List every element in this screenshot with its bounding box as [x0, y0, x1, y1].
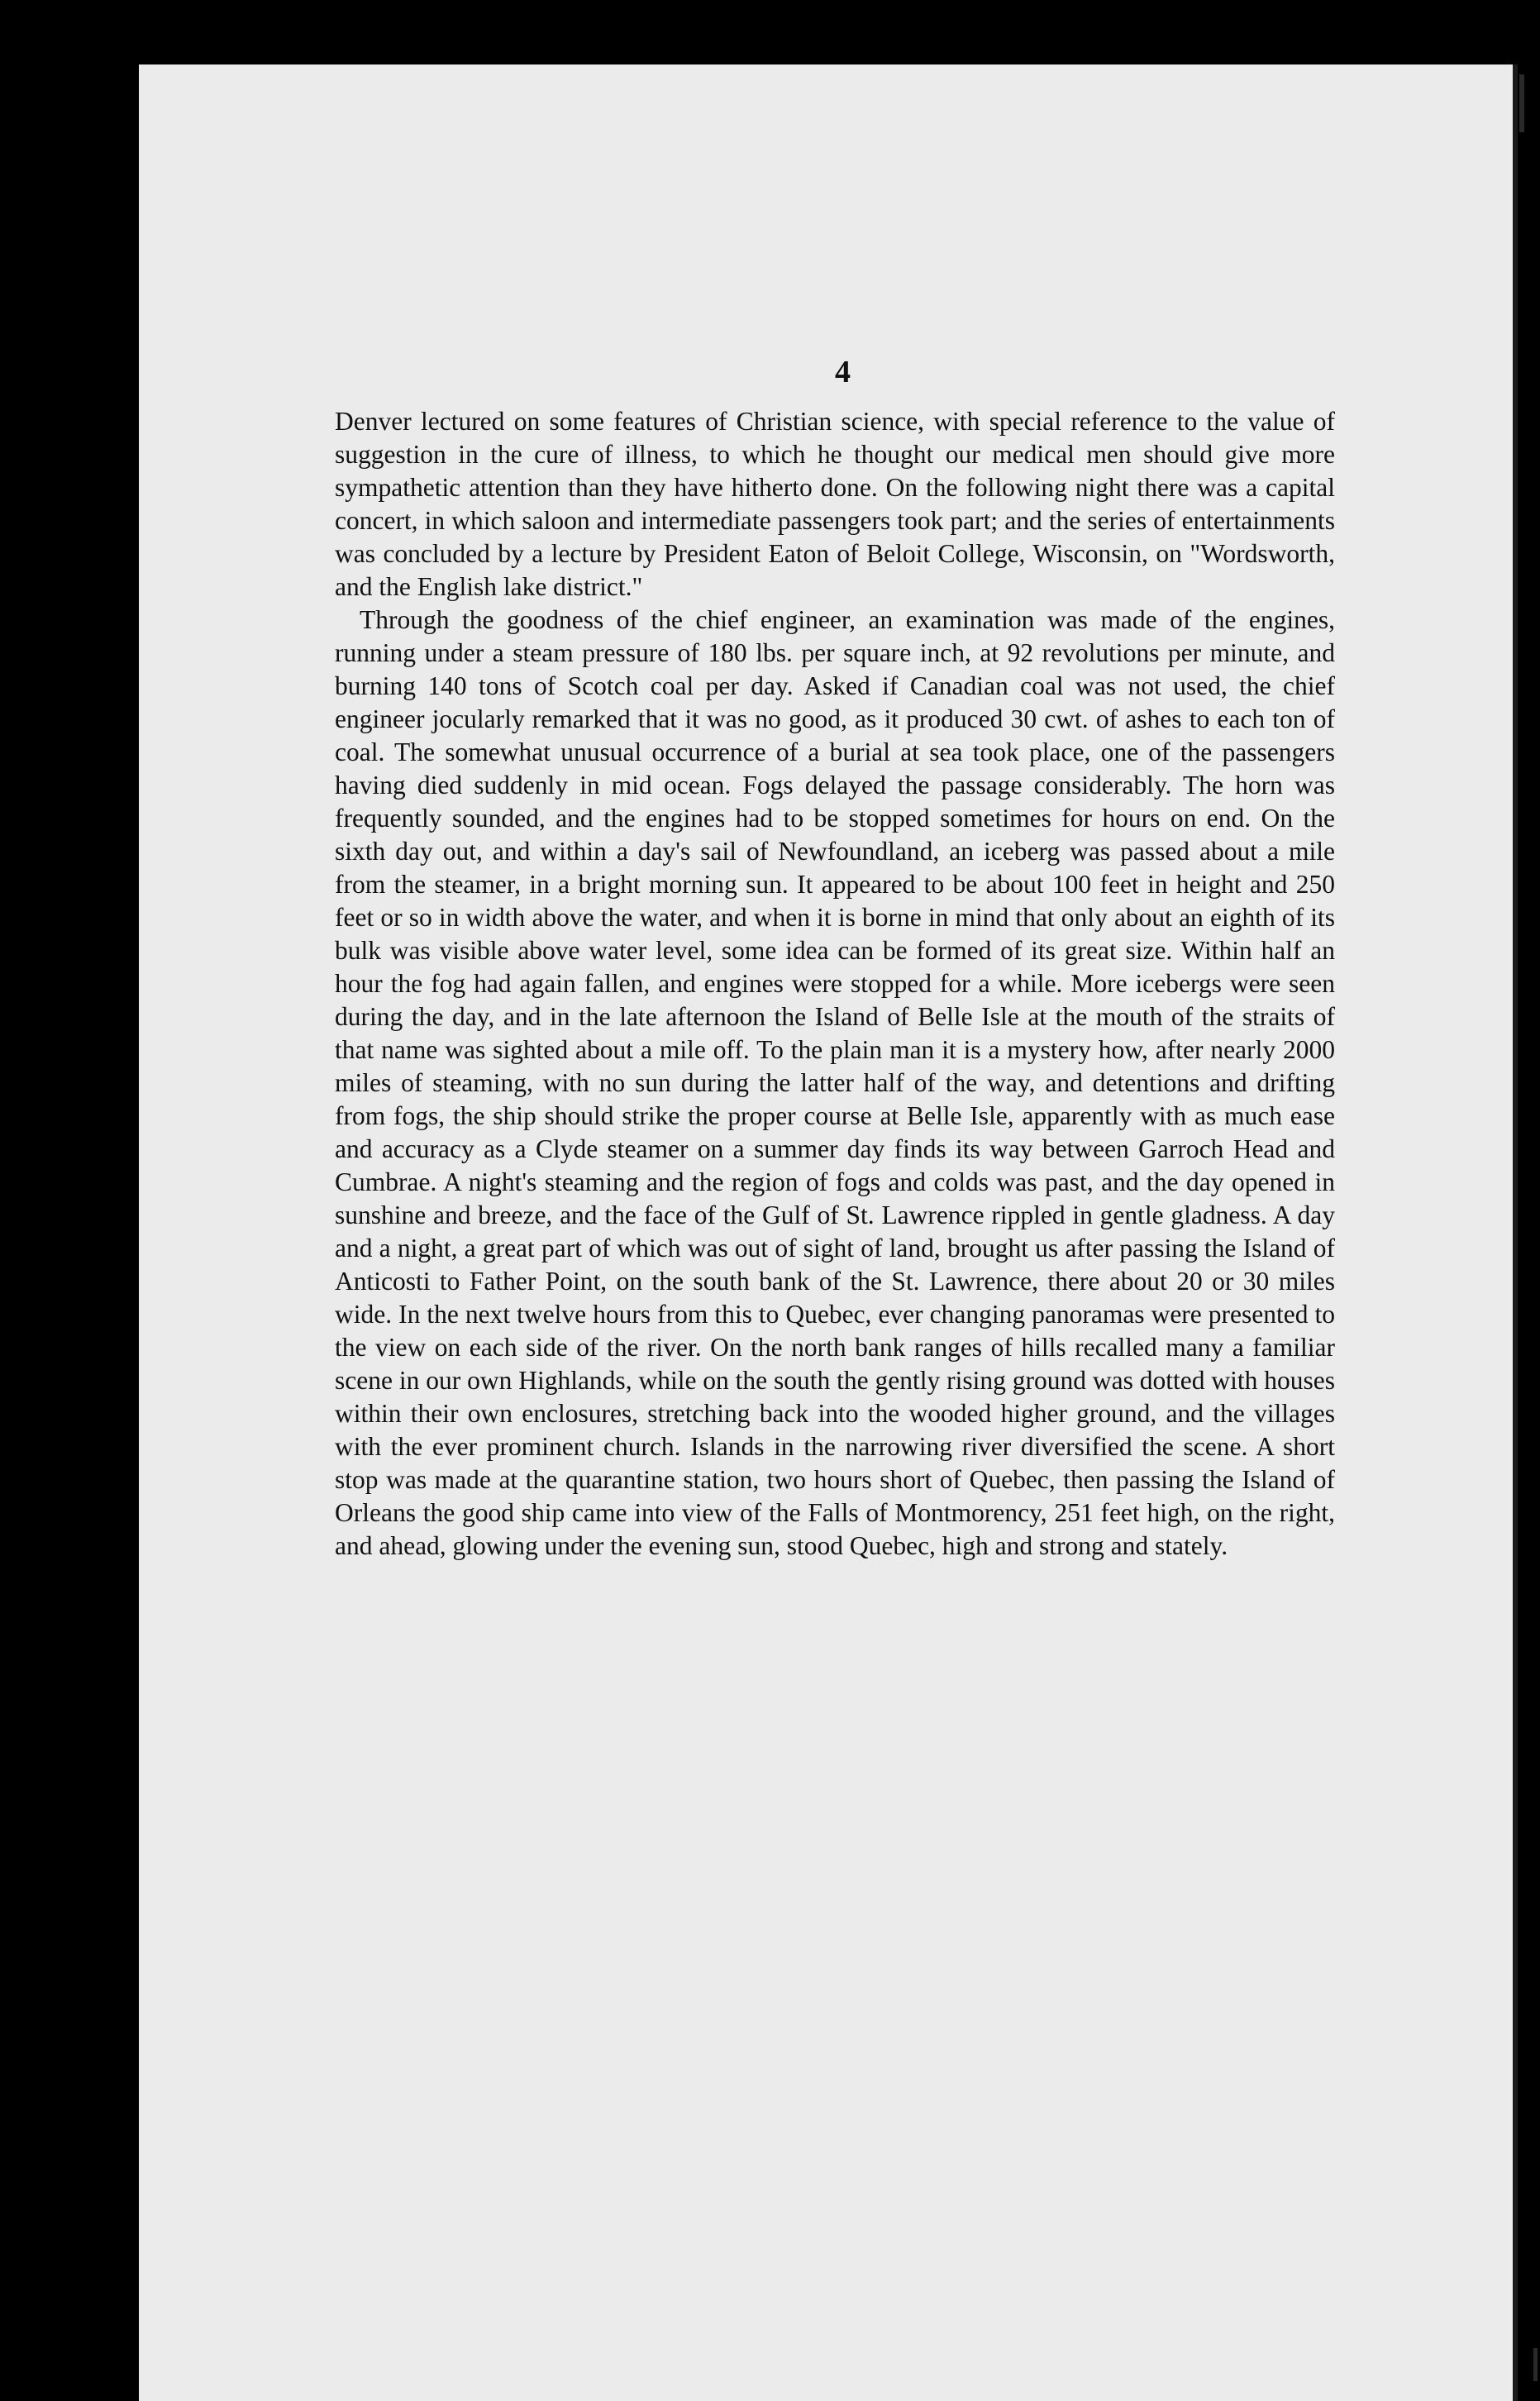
scan-artifact-mark [1533, 2348, 1538, 2381]
paragraph: Denver lectured on some features of Christian science, with special reference to the value of suggestion in the cure of illness, to which he thought our medical men should give more sympathetic attention than they have hitherto done. On the following night there was a capital concert, in which saloon and intermediate passengers took part; and the series of entertainments was concluded by a lecture by President Eaton of Beloit College, Wisconsin, on "Wordsworth, and the English lake district." [335, 407, 1335, 601]
page-number: 4 [835, 355, 851, 389]
page-edge-shadow [1513, 64, 1518, 2401]
scan-artifact-mark [1519, 74, 1524, 132]
paragraph: Through the goodness of the chief engineer, an examination was made of the engines, running under a steam pressure of 180 lbs. per square inch, at 92 revolutions per minute, and burning 140 tons of Scotch coal per day. Asked if Canadian coal was not used, the chief engineer jocularly remarked that it was no good, as it produced 30 cwt. of ashes to each ton of coal. The somewhat unusual occurrence of a burial at sea took place, one of the passengers having died suddenly in mid ocean. Fogs delayed the passage considerably. The horn was frequently sounded, and the engines had to be stopped sometimes for hours on end. On the sixth day out, and within a day's sail of Newfoundland, an iceberg was passed about a mile from the steamer, in a bright morning sun. It appeared to be about 100 feet in height and 250 feet or so in width above the water, and when it is borne in mind that only about an eighth of its bulk was visible above water level, some idea can be formed of its great size. Within half an hour the fog had again fallen, and engines were stopped for a while. More icebergs were seen during the day, and in the late afternoon the Island of Belle Isle at the mouth of the straits of that name was sighted about a mile off. To the plain man it is a mystery how, after nearly 2000 miles of steaming, with no sun during the latter half of the way, and detentions and drifting from fogs, the ship should strike the proper course at Belle Isle, apparently with as much ease and accuracy as a Clyde steamer on a summer day finds its way between Garroch Head and Cumbrae. A night's steaming and the region of fogs and colds was past, and the day opened in sunshine and breeze, and the face of the Gulf of St. Lawrence rippled in gentle gladness. A day and a night, a great part of which was out of sight of land, brought us after passing the Island of Anticosti to Father Point, on the south bank of the St. Lawrence, there about 20 or 30 miles wide. In the next twelve hours from this to Quebec, ever changing panoramas were presented to the view on each side of the river. On the north bank ranges of hills recalled many a familiar scene in our own Highlands, while on the south the gently rising ground was dotted with houses within their own enclosures, stretching back into the wooded higher ground, and the villages with the ever prominent church. Islands in the narrowing river diversified the scene. A short stop was made at the quarantine station, two hours short of Quebec, then passing the Island of Orleans the good ship came into view of the Falls of Montmorency, 251 feet high, on the right, and ahead, glowing under the evening sun, stood Quebec, high and strong and stately. [335, 605, 1335, 1560]
body-text [335, 405, 1335, 1563]
